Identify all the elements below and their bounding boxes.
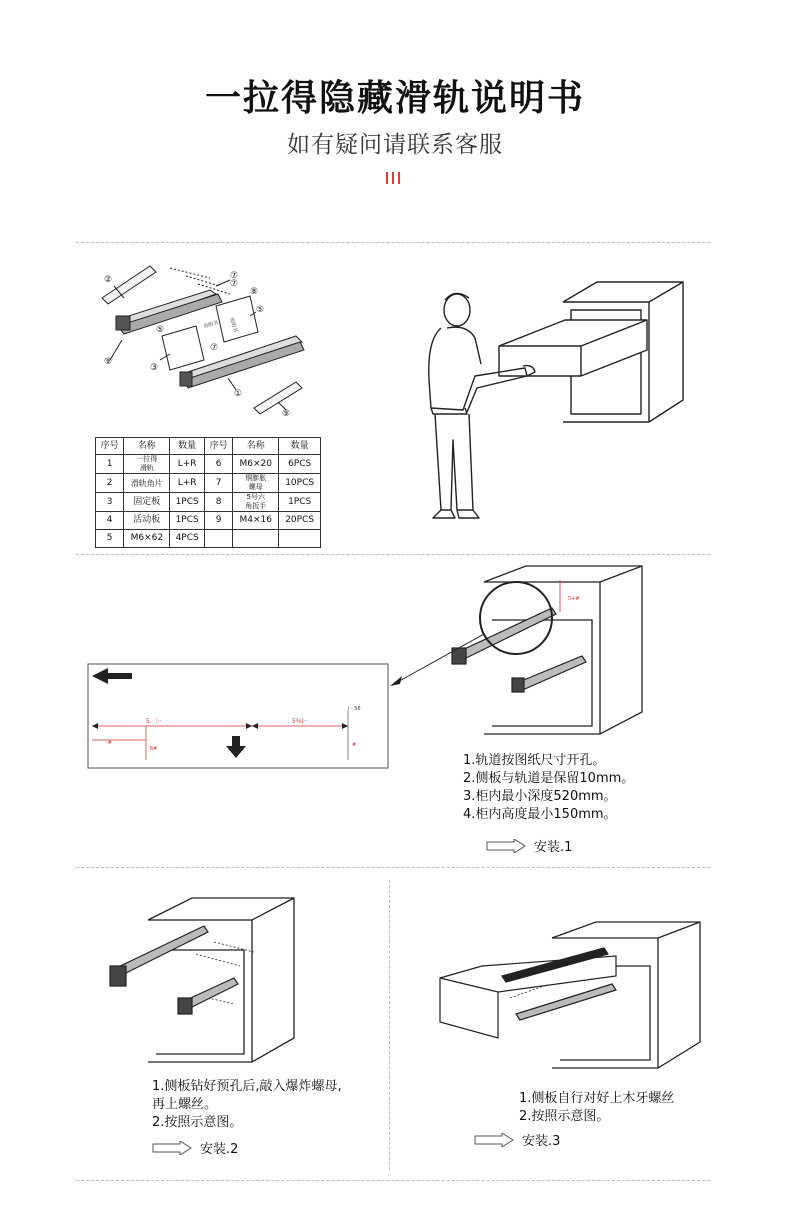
table-row (96, 455, 321, 474)
table-cell: 滑轨角片 (124, 474, 170, 493)
cabinet-dim-label: 5+# (568, 596, 580, 602)
step-arrow-icon (486, 839, 526, 853)
separator-vertical (389, 880, 390, 1170)
separator (76, 554, 710, 555)
table-cell: 固定板 (124, 493, 170, 512)
table-cell: 一拉得 滑轨 (124, 455, 170, 474)
table-cell (233, 530, 279, 548)
callout-8: ⑧ (250, 287, 259, 297)
callout-3: ③ (150, 363, 159, 373)
callout-1: ① (234, 389, 243, 399)
table-header: 数量 (170, 438, 205, 455)
page-subtitle: 如有疑问请联系客服 (287, 132, 503, 158)
separator (76, 242, 710, 243)
table-cell: 10PCS (279, 474, 321, 493)
install-3-notes (519, 1090, 674, 1126)
table-cell (204, 530, 232, 548)
step-label: 安装.3 (522, 1134, 561, 1149)
callout-9: ⑨ (104, 357, 113, 367)
dimension-label: # (352, 742, 357, 748)
table-cell: 4PCS (170, 530, 205, 548)
step-arrow-icon (152, 1141, 192, 1155)
table-cell: 7 (204, 474, 232, 493)
note-line: 再上螺丝。 (152, 1097, 218, 1112)
table-header: 序号 (204, 438, 232, 455)
table-header: 名称 (124, 438, 170, 455)
table-cell: L+R (170, 474, 205, 493)
install-1-notes (463, 752, 634, 824)
dimension-label: i · 56 (348, 706, 361, 712)
table-row (96, 493, 321, 512)
install-3-step (474, 1130, 560, 1149)
table-row (96, 512, 321, 530)
table-cell: 6PCS (279, 455, 321, 474)
table-cell: 2 (96, 474, 124, 493)
callout-7: ⑦ (230, 271, 239, 281)
parts-table (95, 437, 321, 548)
table-cell: M6×62 (124, 530, 170, 548)
table-cell: 20PCS (279, 512, 321, 530)
step-label: 安装.1 (534, 840, 573, 855)
dimension-label: 5.〔·· (146, 718, 162, 725)
table-row (96, 530, 321, 548)
install-2-notes (152, 1078, 342, 1132)
manual-box-label: 说明书 (228, 316, 238, 333)
dimension-label: 5⁵⁄₈(·· (292, 718, 308, 725)
table-cell: 5 (96, 530, 124, 548)
note-line: 4.柜内高度最小150mm。 (463, 807, 617, 822)
parts-exploded-diagram (90, 250, 330, 430)
table-cell: M4×16 (233, 512, 279, 530)
table-header: 数量 (279, 438, 321, 455)
table-cell: 3 (96, 493, 124, 512)
accent-marks (386, 169, 404, 188)
install-2-step (152, 1138, 238, 1157)
page-title: 一拉得隐藏滑轨说明书 (204, 78, 585, 119)
table-cell: 9 (204, 512, 232, 530)
note-line: 2.按照示意图。 (519, 1109, 610, 1124)
callout-7: ⑦ (230, 279, 239, 289)
table-cell: 8 (204, 493, 232, 512)
callout-9: ⑨ (282, 409, 291, 419)
table-header: 序号 (96, 438, 124, 455)
step-label: 安装.2 (200, 1142, 239, 1157)
note-line: 1.侧板自行对好上木牙螺丝 (519, 1091, 675, 1106)
note-line: 1.轨道按图纸尺寸开孔。 (463, 753, 606, 768)
separator (76, 867, 710, 868)
separator (76, 1180, 710, 1181)
table-cell: 1 (96, 455, 124, 474)
table-cell: 6 (204, 455, 232, 474)
callout-2: ② (104, 275, 113, 285)
table-cell: M6×20 (233, 455, 279, 474)
install-step-2-diagram (104, 892, 304, 1068)
table-header: 名称 (233, 438, 279, 455)
table-cell: 铜膨胀 螺母 (233, 474, 279, 493)
table-row (96, 474, 321, 493)
table-cell: 1PCS (279, 493, 321, 512)
manual-box-label: 说明书 (202, 320, 219, 330)
step-arrow-icon (474, 1133, 514, 1147)
table-cell: 1PCS (170, 512, 205, 530)
table-cell: L+R (170, 455, 205, 474)
note-line: 3.柜内最小深度520mm。 (463, 789, 617, 804)
note-line: 2.按照示意图。 (152, 1115, 243, 1130)
install-step-1-diagram (86, 560, 706, 770)
install-step-3-diagram (436, 918, 706, 1074)
callout-5: ⑤ (156, 325, 165, 335)
person-opening-drawer-illustration (415, 280, 695, 525)
callout-7: ⑦ (210, 343, 219, 353)
note-line: 2.侧板与轨道是保留10mm。 (463, 771, 635, 786)
table-cell: 1PCS (170, 493, 205, 512)
note-line: 1.侧板钻好预孔后,敲入爆炸螺母, (152, 1079, 342, 1094)
table-cell (279, 530, 321, 548)
table-cell: 活动板 (124, 512, 170, 530)
dimension-label: ·# (106, 740, 112, 746)
dimension-label: 6# (150, 746, 158, 752)
table-cell: 5号六 角扳手 (233, 493, 279, 512)
table-cell: 4 (96, 512, 124, 530)
callout-4: ⑤ (256, 305, 265, 315)
install-1-step (486, 836, 572, 855)
